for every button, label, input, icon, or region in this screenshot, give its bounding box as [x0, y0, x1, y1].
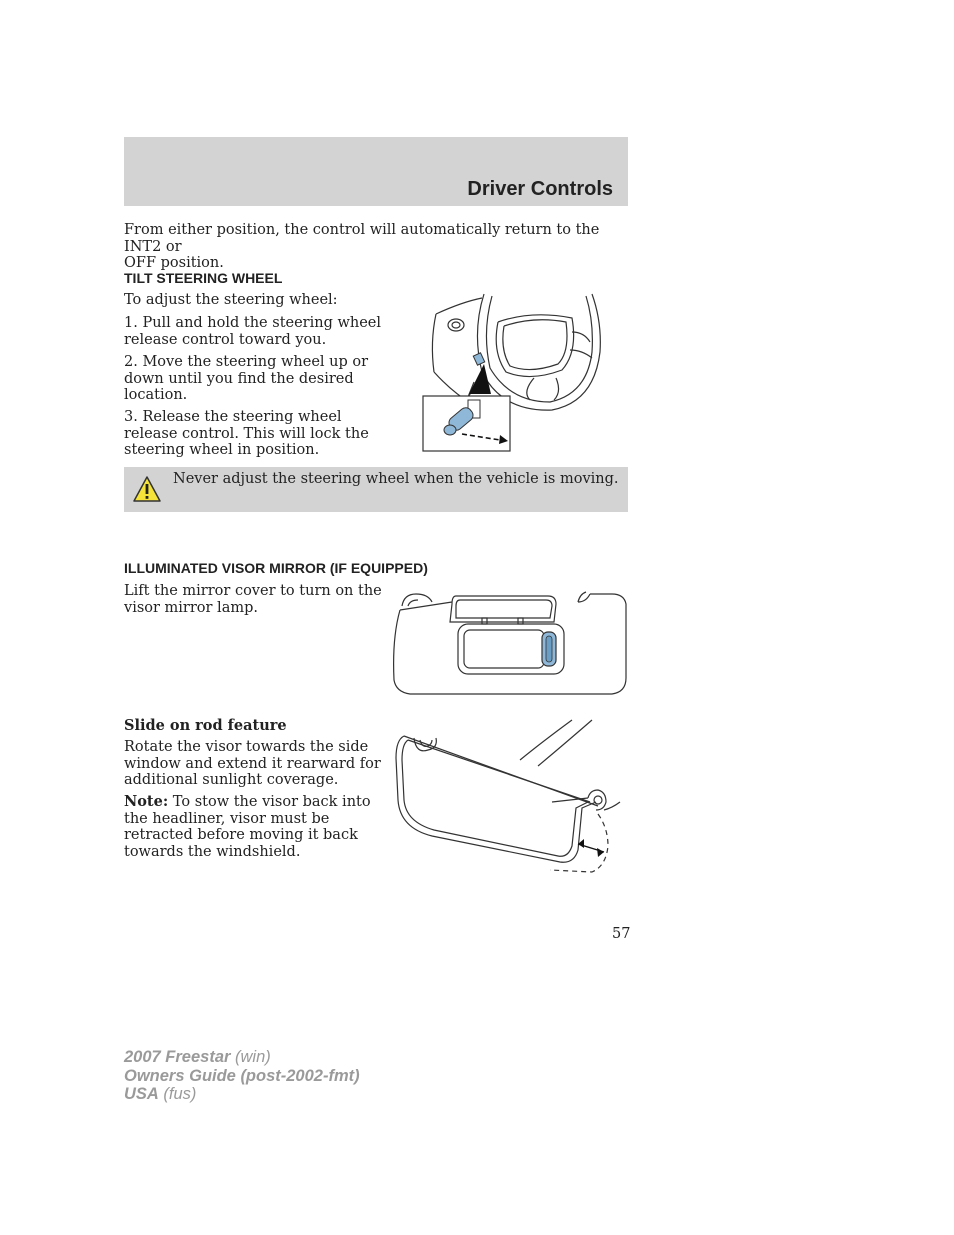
slide-paragraph [124, 739, 381, 789]
step-line: release control toward you. [124, 331, 327, 348]
tilt-step-1 [124, 315, 381, 348]
footer-model-line [124, 1048, 360, 1067]
step-line: release control. This will lock the [124, 425, 369, 442]
step-line: 2. Move the steering wheel up or [124, 354, 369, 370]
note-line: towards the windshield. [124, 843, 301, 860]
intro-paragraph [124, 222, 634, 272]
footer-block [124, 1048, 360, 1104]
slide-rod-heading: Slide on rod feature [124, 717, 287, 734]
section-header [124, 137, 628, 206]
slide-line: Rotate the visor towards the side [124, 739, 369, 755]
visor-line: Lift the mirror cover to turn on the [124, 583, 382, 599]
visor-mirror-title: ILLUMINATED VISOR MIRROR (IF EQUIPPED) [124, 560, 428, 576]
steering-wheel-illustration [422, 292, 612, 454]
section-title: Driver Controls [467, 178, 613, 200]
footer-market-line [124, 1085, 360, 1104]
intro-line: From either position, the control will automatically return to the INT2 or [124, 222, 600, 255]
footer-market: USA [124, 1085, 159, 1103]
warning-box [124, 467, 628, 512]
tilt-lead: To adjust the steering wheel: [124, 292, 338, 308]
note-label: Note: [124, 793, 169, 810]
slide-note [124, 794, 371, 860]
footer-market-code: (fus) [158, 1085, 197, 1103]
note-line: the headliner, visor must be [124, 810, 330, 827]
page-number: 57 [612, 926, 631, 942]
visor-line: visor mirror lamp. [124, 599, 258, 616]
visor-slide-rod-illustration [392, 718, 628, 878]
warning-triangle-icon [132, 475, 162, 503]
step-line: 3. Release the steering wheel [124, 409, 342, 425]
note-first-line [124, 794, 371, 811]
visor-lead [124, 583, 382, 616]
footer-model-code: (win) [230, 1048, 271, 1066]
tilt-steering-title: TILT STEERING WHEEL [124, 270, 283, 286]
step-line: down until you find the desired [124, 370, 354, 387]
tilt-step-3 [124, 409, 369, 459]
warning-text: Never adjust the steering wheel when the vehicle is moving. [173, 471, 619, 487]
note-text: To stow the visor back into [168, 794, 371, 810]
step-line: 1. Pull and hold the steering wheel [124, 315, 382, 331]
slide-line: additional sunlight coverage. [124, 772, 339, 788]
footer-guide: Owners Guide (post-2002-fmt) [124, 1066, 360, 1085]
intro-line: OFF position. [124, 255, 224, 271]
tilt-step-2 [124, 354, 368, 404]
footer-model: 2007 Freestar [124, 1048, 231, 1066]
note-line: retracted before moving it back [124, 827, 358, 843]
visor-mirror-illustration [390, 588, 628, 698]
step-line: location. [124, 387, 188, 403]
step-line: steering wheel in position. [124, 442, 320, 458]
slide-line: window and extend it rearward for [124, 755, 381, 772]
